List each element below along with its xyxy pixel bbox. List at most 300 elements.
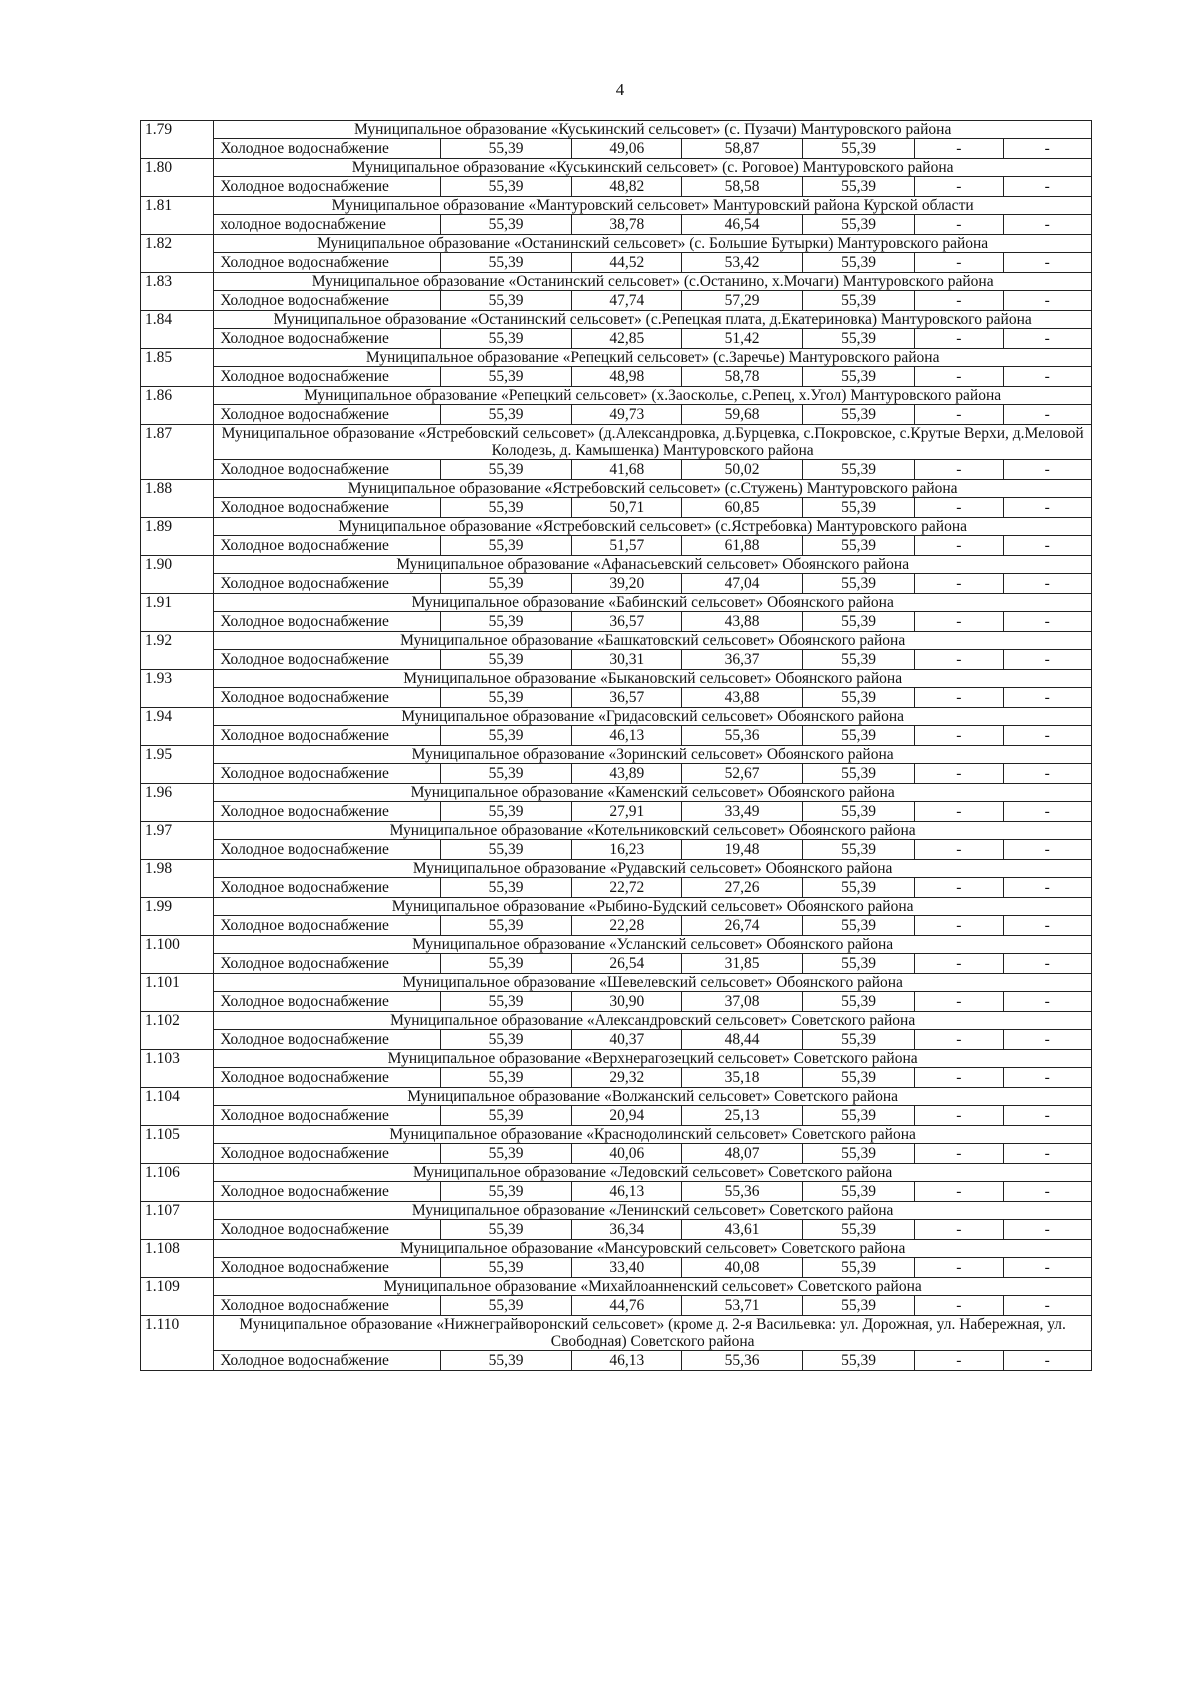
tariff-value-4: 55,39 xyxy=(802,253,914,273)
entry-title-row xyxy=(141,784,1092,802)
tariff-value-1: 55,39 xyxy=(440,1296,572,1316)
tariff-value-4: 55,39 xyxy=(802,367,914,387)
tariff-value-3: 60,85 xyxy=(682,498,803,518)
entry-number: 1.83 xyxy=(141,273,214,311)
entry-values-row xyxy=(141,1351,1092,1371)
tariff-value-6: - xyxy=(1003,1106,1091,1126)
tariff-value-6: - xyxy=(1003,840,1091,860)
tariff-value-4: 55,39 xyxy=(802,574,914,594)
tariff-value-2: 20,94 xyxy=(572,1106,682,1126)
entry-values-row xyxy=(141,329,1092,349)
tariff-value-4: 55,39 xyxy=(802,916,914,936)
tariff-value-6: - xyxy=(1003,1182,1091,1202)
service-name: Холодное водоснабжение xyxy=(214,460,440,480)
tariff-value-1: 55,39 xyxy=(440,954,572,974)
entry-number: 1.94 xyxy=(141,708,214,746)
entry-title: Муниципальное образование «Останинский сельсовет» (с. Большие Бутырки) Мантуровского района xyxy=(214,235,1092,253)
entry-values-row xyxy=(141,367,1092,387)
entry-number: 1.90 xyxy=(141,556,214,594)
entry-number: 1.105 xyxy=(141,1126,214,1164)
service-name: Холодное водоснабжение xyxy=(214,177,440,197)
tariff-value-5: - xyxy=(915,291,1003,311)
entry-title-row xyxy=(141,273,1092,291)
entry-number: 1.110 xyxy=(141,1316,214,1371)
entry-title-row xyxy=(141,518,1092,536)
entry-title-row xyxy=(141,974,1092,992)
entry-title: Муниципальное образование «Александровский сельсовет» Советского района xyxy=(214,1012,1092,1030)
entry-values-row xyxy=(141,291,1092,311)
tariff-value-1: 55,39 xyxy=(440,367,572,387)
service-name: Холодное водоснабжение xyxy=(214,1030,440,1050)
tariff-value-4: 55,39 xyxy=(802,139,914,159)
entry-values-row xyxy=(141,177,1092,197)
tariff-value-2: 27,91 xyxy=(572,802,682,822)
tariff-value-4: 55,39 xyxy=(802,1220,914,1240)
entry-number: 1.96 xyxy=(141,784,214,822)
tariff-value-3: 46,54 xyxy=(682,215,803,235)
tariff-value-4: 55,39 xyxy=(802,405,914,425)
tariff-value-5: - xyxy=(915,460,1003,480)
tariff-value-1: 55,39 xyxy=(440,992,572,1012)
tariff-value-4: 55,39 xyxy=(802,498,914,518)
entry-title: Муниципальное образование «Афанасьевский сельсовет» Обоянского района xyxy=(214,556,1092,574)
tariff-value-2: 36,57 xyxy=(572,688,682,708)
tariff-value-4: 55,39 xyxy=(802,1144,914,1164)
tariff-value-1: 55,39 xyxy=(440,405,572,425)
entry-number: 1.102 xyxy=(141,1012,214,1050)
entry-title-row xyxy=(141,311,1092,329)
tariff-value-5: - xyxy=(915,329,1003,349)
entry-title-row xyxy=(141,1316,1092,1351)
tariff-value-6: - xyxy=(1003,726,1091,746)
tariff-value-2: 51,57 xyxy=(572,536,682,556)
entry-values-row xyxy=(141,612,1092,632)
entry-values-row xyxy=(141,498,1092,518)
service-name: Холодное водоснабжение xyxy=(214,954,440,974)
entry-title-row xyxy=(141,387,1092,405)
entry-title-row xyxy=(141,594,1092,612)
tariff-value-2: 43,89 xyxy=(572,764,682,784)
entry-number: 1.103 xyxy=(141,1050,214,1088)
tariff-value-3: 26,74 xyxy=(682,916,803,936)
service-name: Холодное водоснабжение xyxy=(214,802,440,822)
page-number: 4 xyxy=(615,80,625,99)
entry-title-row xyxy=(141,197,1092,215)
tariff-value-4: 55,39 xyxy=(802,1258,914,1278)
entry-title-row xyxy=(141,936,1092,954)
tariff-value-2: 16,23 xyxy=(572,840,682,860)
tariff-value-1: 55,39 xyxy=(440,764,572,784)
tariff-value-6: - xyxy=(1003,1220,1091,1240)
tariff-value-1: 55,39 xyxy=(440,688,572,708)
tariff-value-2: 40,37 xyxy=(572,1030,682,1050)
tariff-value-1: 55,39 xyxy=(440,215,572,235)
tariff-value-4: 55,39 xyxy=(802,764,914,784)
entry-title: Муниципальное образование «Волжанский сельсовет» Советского района xyxy=(214,1088,1092,1106)
tariff-value-3: 61,88 xyxy=(682,536,803,556)
service-name: Холодное водоснабжение xyxy=(214,1258,440,1278)
tariff-value-6: - xyxy=(1003,329,1091,349)
entry-title: Муниципальное образование «Нижнеграйворонский сельсовет» (кроме д. 2-я Васильевка: ул. Дорожная, ул. Набережная, ул. Свободная) Советского района xyxy=(214,1316,1092,1351)
entry-number: 1.82 xyxy=(141,235,214,273)
tariff-value-3: 27,26 xyxy=(682,878,803,898)
service-name: Холодное водоснабжение xyxy=(214,139,440,159)
entry-values-row xyxy=(141,1220,1092,1240)
tariff-value-2: 36,57 xyxy=(572,612,682,632)
tariff-value-1: 55,39 xyxy=(440,329,572,349)
tariff-value-5: - xyxy=(915,688,1003,708)
service-name: Холодное водоснабжение xyxy=(214,291,440,311)
tariff-value-5: - xyxy=(915,878,1003,898)
entry-values-row xyxy=(141,916,1092,936)
tariff-value-6: - xyxy=(1003,177,1091,197)
entry-title: Муниципальное образование «Мантуровский сельсовет» Мантуровский района Курской области xyxy=(214,197,1092,215)
tariff-value-5: - xyxy=(915,992,1003,1012)
tariff-value-4: 55,39 xyxy=(802,1351,914,1371)
tariff-value-1: 55,39 xyxy=(440,536,572,556)
tariff-value-4: 55,39 xyxy=(802,878,914,898)
service-name: Холодное водоснабжение xyxy=(214,840,440,860)
tariff-value-1: 55,39 xyxy=(440,1144,572,1164)
tariff-value-6: - xyxy=(1003,1351,1091,1371)
tariff-value-3: 55,36 xyxy=(682,726,803,746)
entry-title-row xyxy=(141,1278,1092,1296)
entry-number: 1.80 xyxy=(141,159,214,197)
tariff-value-2: 33,40 xyxy=(572,1258,682,1278)
tariff-value-6: - xyxy=(1003,1068,1091,1088)
tariff-value-2: 22,72 xyxy=(572,878,682,898)
tariff-value-3: 58,78 xyxy=(682,367,803,387)
tariff-value-2: 46,13 xyxy=(572,1182,682,1202)
entry-values-row xyxy=(141,688,1092,708)
tariff-value-3: 50,02 xyxy=(682,460,803,480)
tariff-value-5: - xyxy=(915,1351,1003,1371)
tariff-value-2: 49,73 xyxy=(572,405,682,425)
tariff-table xyxy=(140,120,1092,1371)
tariff-value-6: - xyxy=(1003,688,1091,708)
service-name: Холодное водоснабжение xyxy=(214,650,440,670)
tariff-value-6: - xyxy=(1003,764,1091,784)
tariff-value-6: - xyxy=(1003,916,1091,936)
tariff-value-3: 19,48 xyxy=(682,840,803,860)
service-name: Холодное водоснабжение xyxy=(214,688,440,708)
tariff-value-3: 59,68 xyxy=(682,405,803,425)
tariff-value-6: - xyxy=(1003,215,1091,235)
entry-title-row xyxy=(141,1012,1092,1030)
service-name: Холодное водоснабжение xyxy=(214,916,440,936)
tariff-value-1: 55,39 xyxy=(440,253,572,273)
tariff-value-5: - xyxy=(915,802,1003,822)
tariff-value-1: 55,39 xyxy=(440,1351,572,1371)
tariff-value-6: - xyxy=(1003,536,1091,556)
tariff-value-5: - xyxy=(915,840,1003,860)
tariff-value-6: - xyxy=(1003,878,1091,898)
tariff-value-6: - xyxy=(1003,1258,1091,1278)
entry-values-row xyxy=(141,726,1092,746)
entry-title: Муниципальное образование «Ледовский сельсовет» Советского района xyxy=(214,1164,1092,1182)
service-name: Холодное водоснабжение xyxy=(214,764,440,784)
entry-number: 1.107 xyxy=(141,1202,214,1240)
tariff-value-6: - xyxy=(1003,574,1091,594)
tariff-value-2: 26,54 xyxy=(572,954,682,974)
service-name: холодное водоснабжение xyxy=(214,215,440,235)
tariff-value-2: 30,90 xyxy=(572,992,682,1012)
tariff-value-1: 55,39 xyxy=(440,1068,572,1088)
tariff-value-3: 36,37 xyxy=(682,650,803,670)
entry-number: 1.108 xyxy=(141,1240,214,1278)
entry-title-row xyxy=(141,708,1092,726)
entry-number: 1.97 xyxy=(141,822,214,860)
entry-number: 1.93 xyxy=(141,670,214,708)
tariff-value-4: 55,39 xyxy=(802,726,914,746)
tariff-value-1: 55,39 xyxy=(440,1106,572,1126)
tariff-value-3: 55,36 xyxy=(682,1351,803,1371)
tariff-value-6: - xyxy=(1003,291,1091,311)
tariff-value-6: - xyxy=(1003,498,1091,518)
tariff-value-1: 55,39 xyxy=(440,498,572,518)
tariff-value-1: 55,39 xyxy=(440,1258,572,1278)
entry-title: Муниципальное образование «Каменский сельсовет» Обоянского района xyxy=(214,784,1092,802)
tariff-value-4: 55,39 xyxy=(802,1296,914,1316)
tariff-value-3: 43,61 xyxy=(682,1220,803,1240)
tariff-value-4: 55,39 xyxy=(802,1068,914,1088)
tariff-value-2: 40,06 xyxy=(572,1144,682,1164)
entry-values-row xyxy=(141,1068,1092,1088)
entry-title-row xyxy=(141,1050,1092,1068)
tariff-value-2: 30,31 xyxy=(572,650,682,670)
tariff-value-5: - xyxy=(915,650,1003,670)
tariff-value-2: 46,13 xyxy=(572,1351,682,1371)
tariff-value-3: 48,07 xyxy=(682,1144,803,1164)
tariff-value-5: - xyxy=(915,916,1003,936)
tariff-value-1: 55,39 xyxy=(440,1030,572,1050)
tariff-value-2: 38,78 xyxy=(572,215,682,235)
tariff-value-4: 55,39 xyxy=(802,650,914,670)
tariff-value-1: 55,39 xyxy=(440,802,572,822)
tariff-value-4: 55,39 xyxy=(802,329,914,349)
entry-title-row xyxy=(141,1088,1092,1106)
tariff-value-4: 55,39 xyxy=(802,1030,914,1050)
tariff-value-5: - xyxy=(915,1106,1003,1126)
entry-values-row xyxy=(141,1296,1092,1316)
entry-number: 1.79 xyxy=(141,121,214,159)
tariff-value-6: - xyxy=(1003,992,1091,1012)
tariff-value-5: - xyxy=(915,1030,1003,1050)
entry-values-row xyxy=(141,650,1092,670)
entry-values-row xyxy=(141,253,1092,273)
tariff-value-4: 55,39 xyxy=(802,612,914,632)
entry-title: Муниципальное образование «Котельниковский сельсовет» Обоянского района xyxy=(214,822,1092,840)
entry-number: 1.109 xyxy=(141,1278,214,1316)
tariff-value-3: 53,42 xyxy=(682,253,803,273)
entry-values-row xyxy=(141,840,1092,860)
entry-title-row xyxy=(141,898,1092,916)
entry-title-row xyxy=(141,860,1092,878)
entry-title-row xyxy=(141,556,1092,574)
entry-values-row xyxy=(141,405,1092,425)
tariff-value-6: - xyxy=(1003,612,1091,632)
tariff-value-4: 55,39 xyxy=(802,802,914,822)
tariff-value-3: 58,58 xyxy=(682,177,803,197)
entry-title: Муниципальное образование «Рыбино-Будский сельсовет» Обоянского района xyxy=(214,898,1092,916)
entry-number: 1.88 xyxy=(141,480,214,518)
tariff-value-5: - xyxy=(915,1258,1003,1278)
entry-title-row xyxy=(141,349,1092,367)
tariff-value-1: 55,39 xyxy=(440,878,572,898)
entry-title: Муниципальное образование «Рудавский сельсовет» Обоянского района xyxy=(214,860,1092,878)
tariff-value-6: - xyxy=(1003,139,1091,159)
tariff-value-4: 55,39 xyxy=(802,1182,914,1202)
tariff-value-5: - xyxy=(915,253,1003,273)
tariff-value-2: 39,20 xyxy=(572,574,682,594)
entry-number: 1.87 xyxy=(141,425,214,480)
tariff-value-1: 55,39 xyxy=(440,650,572,670)
entry-title: Муниципальное образование «Ястребовский сельсовет» (д.Александровка, д.Бурцевка, с.Покровское, с.Крутые Верхи, д.Меловой Колодезь, д. Камышенка) Мантуровского района xyxy=(214,425,1092,460)
entry-title: Муниципальное образование «Бабинский сельсовет» Обоянского района xyxy=(214,594,1092,612)
entry-title-row xyxy=(141,159,1092,177)
tariff-value-5: - xyxy=(915,536,1003,556)
tariff-value-5: - xyxy=(915,139,1003,159)
tariff-value-4: 55,39 xyxy=(802,215,914,235)
entry-title: Муниципальное образование «Верхнерагозецкий сельсовет» Советского района xyxy=(214,1050,1092,1068)
tariff-value-3: 57,29 xyxy=(682,291,803,311)
tariff-value-5: - xyxy=(915,764,1003,784)
entry-title: Муниципальное образование «Быкановский сельсовет» Обоянского района xyxy=(214,670,1092,688)
tariff-value-2: 44,52 xyxy=(572,253,682,273)
entry-values-row xyxy=(141,764,1092,784)
tariff-value-5: - xyxy=(915,574,1003,594)
entry-title-row xyxy=(141,1164,1092,1182)
entry-values-row xyxy=(141,954,1092,974)
tariff-value-6: - xyxy=(1003,367,1091,387)
entry-title: Муниципальное образование «Куськинский сельсовет» (с. Роговое) Мантуровского района xyxy=(214,159,1092,177)
tariff-value-6: - xyxy=(1003,650,1091,670)
entry-values-row xyxy=(141,802,1092,822)
service-name: Холодное водоснабжение xyxy=(214,574,440,594)
entry-values-row xyxy=(141,139,1092,159)
tariff-value-3: 47,04 xyxy=(682,574,803,594)
entry-number: 1.100 xyxy=(141,936,214,974)
tariff-value-5: - xyxy=(915,215,1003,235)
entry-number: 1.84 xyxy=(141,311,214,349)
service-name: Холодное водоснабжение xyxy=(214,992,440,1012)
entry-values-row xyxy=(141,878,1092,898)
tariff-value-1: 55,39 xyxy=(440,177,572,197)
tariff-value-2: 48,98 xyxy=(572,367,682,387)
entry-title: Муниципальное образование «Останинский сельсовет» (с.Останино, х.Мочаги) Мантуровского района xyxy=(214,273,1092,291)
tariff-value-3: 52,67 xyxy=(682,764,803,784)
tariff-value-3: 37,08 xyxy=(682,992,803,1012)
entry-title: Муниципальное образование «Останинский сельсовет» (с.Репецкая плата, д.Екатериновка) Мантуровского района xyxy=(214,311,1092,329)
service-name: Холодное водоснабжение xyxy=(214,1144,440,1164)
tariff-value-4: 55,39 xyxy=(802,460,914,480)
tariff-value-5: - xyxy=(915,954,1003,974)
service-name: Холодное водоснабжение xyxy=(214,1068,440,1088)
entry-number: 1.92 xyxy=(141,632,214,670)
service-name: Холодное водоснабжение xyxy=(214,405,440,425)
entry-number: 1.85 xyxy=(141,349,214,387)
tariff-value-2: 41,68 xyxy=(572,460,682,480)
entry-title: Муниципальное образование «Репецкий сельсовет» (х.Заосколье, с.Репец, х.Угол) Мантуровского района xyxy=(214,387,1092,405)
service-name: Холодное водоснабжение xyxy=(214,498,440,518)
tariff-value-3: 40,08 xyxy=(682,1258,803,1278)
tariff-value-6: - xyxy=(1003,253,1091,273)
tariff-value-3: 31,85 xyxy=(682,954,803,974)
tariff-value-5: - xyxy=(915,405,1003,425)
service-name: Холодное водоснабжение xyxy=(214,612,440,632)
service-name: Холодное водоснабжение xyxy=(214,878,440,898)
tariff-value-6: - xyxy=(1003,405,1091,425)
tariff-value-6: - xyxy=(1003,802,1091,822)
service-name: Холодное водоснабжение xyxy=(214,726,440,746)
entry-values-row xyxy=(141,1258,1092,1278)
tariff-value-1: 55,39 xyxy=(440,840,572,860)
tariff-value-3: 33,49 xyxy=(682,802,803,822)
entry-title: Муниципальное образование «Шевелевский сельсовет» Обоянского района xyxy=(214,974,1092,992)
service-name: Холодное водоснабжение xyxy=(214,329,440,349)
tariff-value-6: - xyxy=(1003,1030,1091,1050)
entry-title: Муниципальное образование «Ястребовский сельсовет» (с.Ястребовка) Мантуровского района xyxy=(214,518,1092,536)
entry-number: 1.86 xyxy=(141,387,214,425)
tariff-value-2: 44,76 xyxy=(572,1296,682,1316)
tariff-value-4: 55,39 xyxy=(802,177,914,197)
tariff-value-3: 58,87 xyxy=(682,139,803,159)
tariff-value-1: 55,39 xyxy=(440,1182,572,1202)
tariff-value-4: 55,39 xyxy=(802,688,914,708)
tariff-value-6: - xyxy=(1003,1296,1091,1316)
tariff-value-4: 55,39 xyxy=(802,536,914,556)
entry-values-row xyxy=(141,1106,1092,1126)
entry-title: Муниципальное образование «Зоринский сельсовет» Обоянского района xyxy=(214,746,1092,764)
entry-title-row xyxy=(141,1126,1092,1144)
tariff-value-5: - xyxy=(915,1220,1003,1240)
entry-number: 1.104 xyxy=(141,1088,214,1126)
tariff-value-2: 46,13 xyxy=(572,726,682,746)
tariff-value-2: 49,06 xyxy=(572,139,682,159)
entry-number: 1.106 xyxy=(141,1164,214,1202)
entry-values-row xyxy=(141,574,1092,594)
entry-values-row xyxy=(141,1182,1092,1202)
entry-title-row xyxy=(141,822,1092,840)
entry-title: Муниципальное образование «Краснодолинский сельсовет» Советского района xyxy=(214,1126,1092,1144)
entry-title: Муниципальное образование «Репецкий сельсовет» (с.Заречье) Мантуровского района xyxy=(214,349,1092,367)
tariff-value-1: 55,39 xyxy=(440,612,572,632)
tariff-value-2: 42,85 xyxy=(572,329,682,349)
tariff-value-5: - xyxy=(915,498,1003,518)
tariff-value-1: 55,39 xyxy=(440,1220,572,1240)
tariff-value-3: 35,18 xyxy=(682,1068,803,1088)
entry-number: 1.98 xyxy=(141,860,214,898)
entry-values-row xyxy=(141,1144,1092,1164)
entry-title: Муниципальное образование «Куськинский сельсовет» (с. Пузачи) Мантуровского района xyxy=(214,121,1092,139)
tariff-value-6: - xyxy=(1003,460,1091,480)
tariff-value-4: 55,39 xyxy=(802,1106,914,1126)
tariff-value-1: 55,39 xyxy=(440,460,572,480)
entry-title-row xyxy=(141,632,1092,650)
entry-values-row xyxy=(141,215,1092,235)
entry-title-row xyxy=(141,670,1092,688)
tariff-value-3: 55,36 xyxy=(682,1182,803,1202)
tariff-value-4: 55,39 xyxy=(802,291,914,311)
tariff-value-4: 55,39 xyxy=(802,840,914,860)
entry-number: 1.99 xyxy=(141,898,214,936)
entry-title: Муниципальное образование «Ястребовский сельсовет» (с.Стужень) Мантуровского района xyxy=(214,480,1092,498)
entry-title: Муниципальное образование «Михайлоанненский сельсовет» Советского района xyxy=(214,1278,1092,1296)
entry-number: 1.89 xyxy=(141,518,214,556)
entry-title-row xyxy=(141,235,1092,253)
service-name: Холодное водоснабжение xyxy=(214,1182,440,1202)
entry-values-row xyxy=(141,536,1092,556)
